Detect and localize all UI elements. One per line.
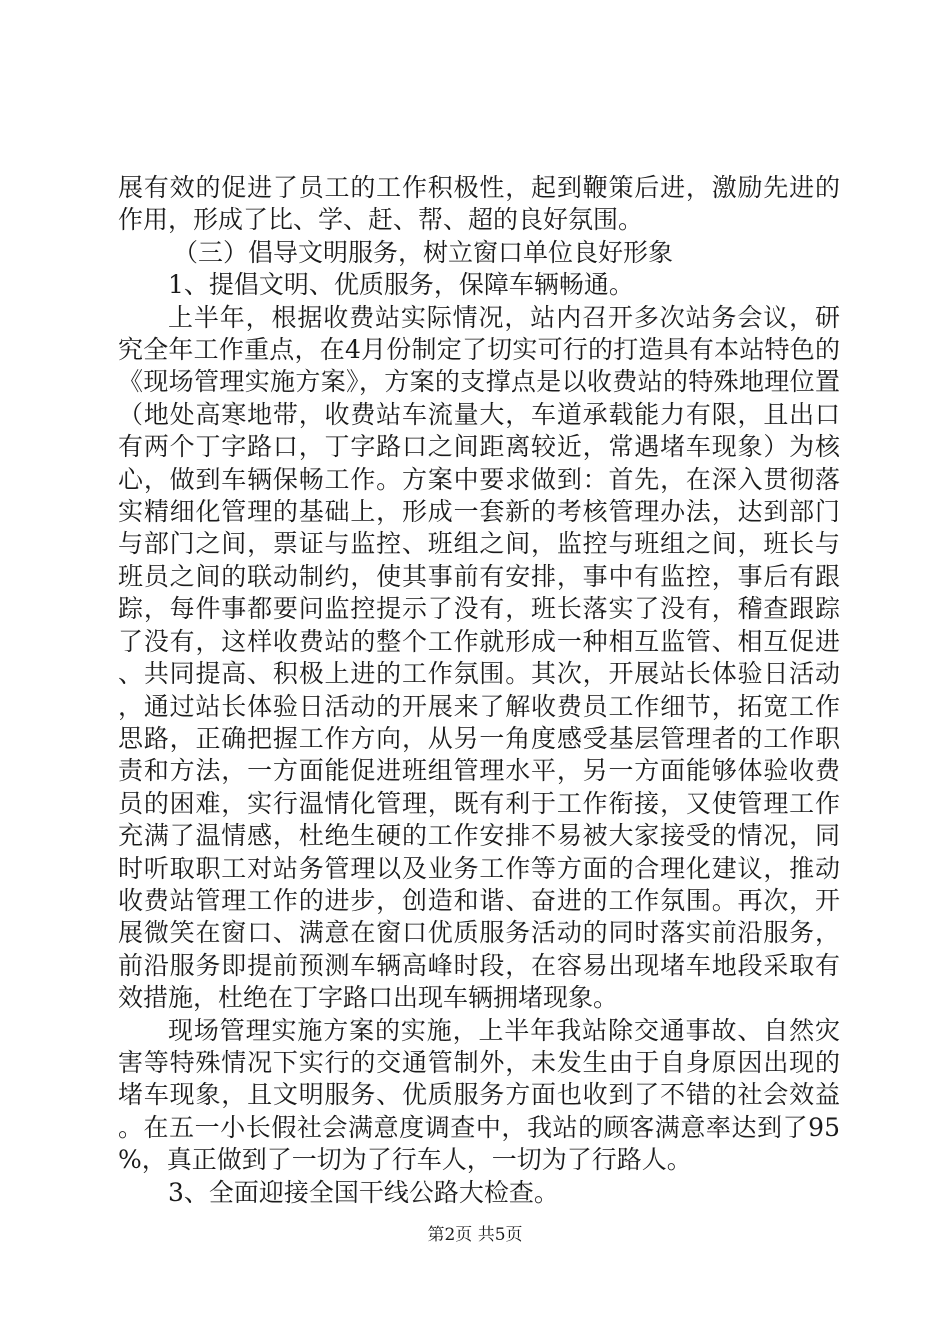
page-number-footer: 第2页 共5页	[427, 1225, 523, 1245]
section-heading: （三）倡导文明服务，树立窗口单位良好形象	[173, 237, 674, 267]
paragraph-continuation: 展有效的促进了员工的工作积极性，起到鞭策后进，激励先进的作用，形成了比、学、赶、帮、超的良好氛围。	[118, 173, 840, 235]
subsection-heading: 3、全面迎接全国干线公路大检查。	[168, 1177, 559, 1207]
subsection-heading: 1、提倡文明、优质服务，保障车辆畅通。	[168, 270, 634, 300]
body-paragraph: 上半年，根据收费站实际情况，站内召开多次站务会议，研究全年工作重点，在4月份制定了切实可行的打造具有本站特色的《现场管理实施方案》，方案的支撑点是以收费站的特殊地理位置（地处高寒地带，收费站车流量大，车道承载能力有限，且出口有两个丁字路口，丁字路口之间距离较近，常遇堵车现象）为核心，做到车辆保畅工作。方案中要求做到：首先，在深入贯彻落实精细化管理的基础上，形成一套新的考核管理办法，达到部门与部门之间，票证与监控、班组之间，监控与班组之间，班长与班员之间的联动制约，使其事前有安排，事中有监控，事后有跟踪，每件事都要问监控提示了没有，班长落实了没有，稽查跟踪了没有，这样收费站的整个工作就形成一种相互监管、相互促进、共同提高、积极上进的工作氛围。其次，开展站长体验日活动，通过站长体验日活动的开展来了解收费员工作细节，拓宽工作思路，正确把握工作方向，从另一角度感受基层管理者的工作职责和方法，一方面能促进班组管理水平，另一方面能够体验收费员的困难，实行温情化管理，既有利于工作衔接，又使管理工作充满了温情感，杜绝生硬的工作安排不易被大家接受的情况，同时听取职工对站务管理以及业务工作等方面的合理化建议，推动收费站管理工作的进步，创造和谐、奋进的工作氛围。再次，开展微笑在窗口、满意在窗口优质服务活动的同时落实前沿服务，前沿服务即提前预测车辆高峰时段，在容易出现堵车地段采取有效措施，杜绝在丁字路口出现车辆拥堵现象。	[118, 302, 840, 1013]
document-body	[118, 172, 840, 1209]
body-paragraph: 现场管理实施方案的实施，上半年我站除交通事故、自然灾害等特殊情况下实行的交通管制外，未发生由于自身原因出现的堵车现象，且文明服务、优质服务方面也收到了不错的社会效益。在五一小长假社会满意度调查中，我站的顾客满意率达到了95%，真正做到了一切为了行车人，一切为了行路人。	[118, 1015, 840, 1175]
